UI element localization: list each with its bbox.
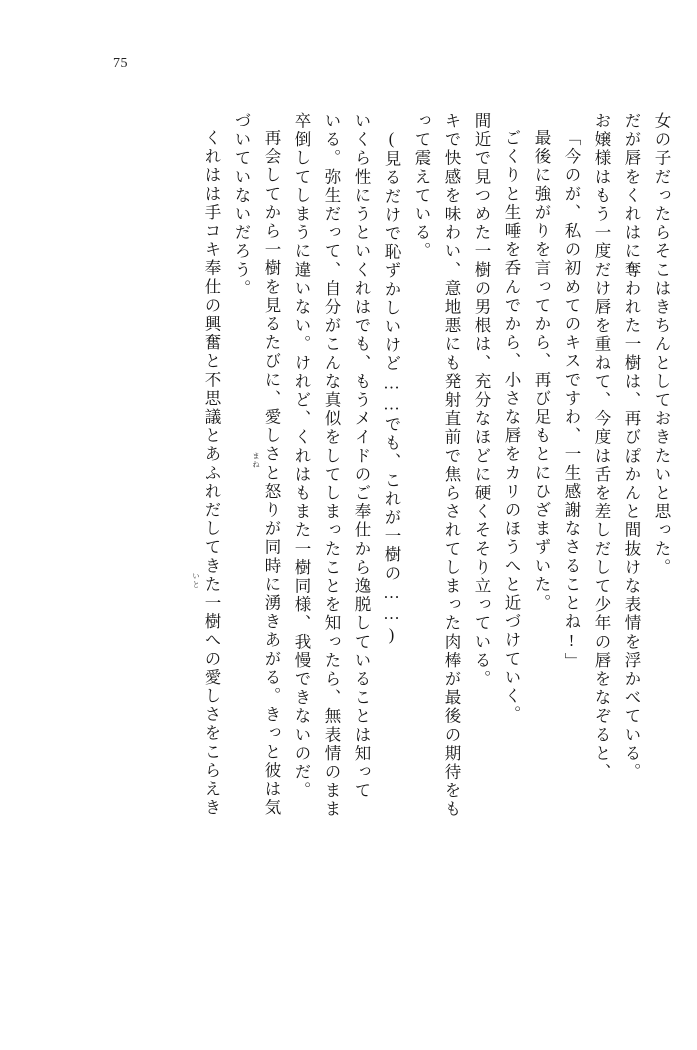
- text-column: づいていないだろう。: [232, 112, 251, 298]
- text-column: いくら性にうといくれはでも、もうメイドのご奉仕から逸脱していることは知って: [352, 112, 371, 801]
- page-number: 75: [113, 56, 128, 71]
- text-column: 間近で見つめた一樹の男根は、充分なほどに硬くそそり立っている。: [472, 112, 491, 689]
- text-column: って震えている。: [412, 112, 431, 261]
- text-column: だが唇をくれはに奪われた一樹は、再びぽかんと間抜けな表情を浮かべている。: [622, 112, 641, 782]
- text-column: お嬢様はもう一度だけ唇を重ねて、今度は舌を差しだして少年の唇をなぞると、: [592, 112, 611, 782]
- text-column: いる。弥生だって、自分がこんな真似をしてしまったことを知ったら、無表情のまま: [322, 112, 341, 819]
- text-column: くれはは手コキ奉仕の興奮と不思議とあふれだしてきた一樹への愛しさをこらえき: [202, 129, 221, 818]
- text-column: ごくりと生唾を呑んでから、小さな唇をカリのほうへと近づけていく。: [502, 129, 521, 725]
- text-column: 女の子だったらそこはきちんとしておきたいと思った。: [652, 112, 671, 577]
- text-column: キで快感を味わい、意地悪にも発射直前で焦らされてしまった肉棒が最後の期待をも: [442, 112, 461, 819]
- text-column: 卒倒してしまうに違いない。けれど、くれはもまた一樹同様、我慢できないのだ。: [292, 112, 311, 801]
- ruby-annotation-mane: まね: [251, 452, 261, 469]
- text-column: 再会してから一樹を見るたびに、愛しさと怒りが同時に湧きあがる。きっと彼は気: [262, 129, 281, 818]
- vertical-text-body: [80, 112, 669, 972]
- text-column: 「今のが、私の初めてのキスですわ、一生感謝なさることね!」: [562, 129, 581, 671]
- text-column: 最後に強がりを言ってから、再び足もとにひざまずいた。: [532, 129, 551, 613]
- ruby-annotation-ito: いと: [191, 572, 201, 589]
- text-column: (見るだけで恥ずかしいけど……でも、これが一樹の……): [382, 129, 401, 647]
